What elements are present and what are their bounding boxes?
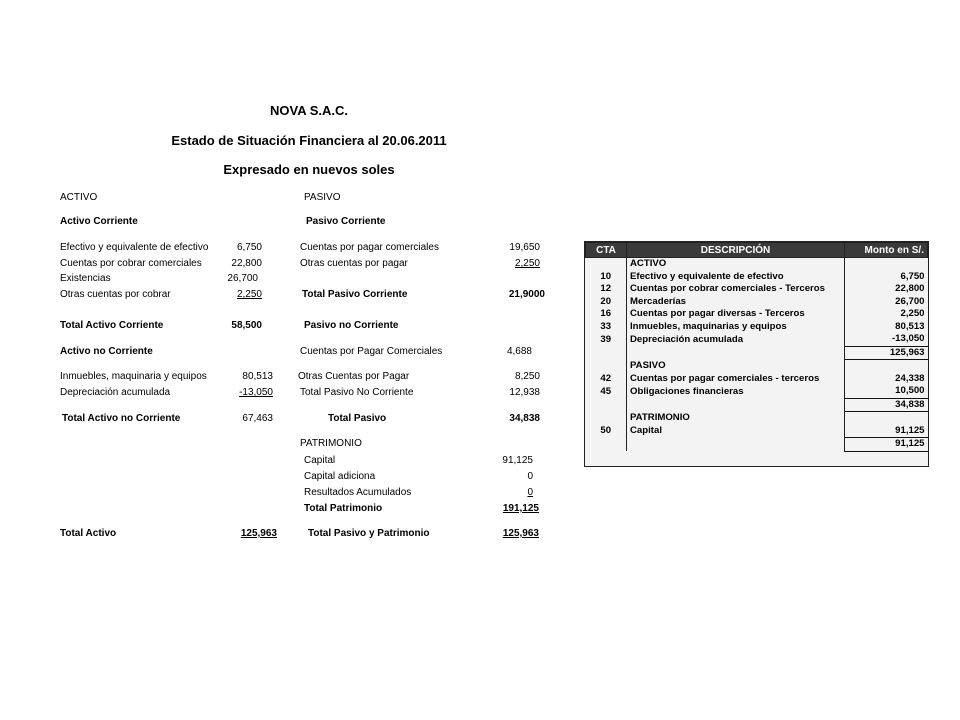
scan-pasivo-heading: PASIVO <box>627 360 845 373</box>
activo-item-label: Otras cuentas por cobrar <box>60 289 171 300</box>
patrimonio-item-label: Capital adiciona <box>304 471 376 482</box>
patrimonio-item-value: 91,125 <box>502 455 533 466</box>
activo-item-value: 22,800 <box>231 258 262 269</box>
col-header-monto: Monto en S/. <box>845 243 928 258</box>
table-row: 39 Depreciación acumulada -13,050 <box>586 333 928 346</box>
total-activo-no-corriente-value: 67,463 <box>242 413 273 424</box>
total-pasivo-corriente-label: Total Pasivo Corriente <box>302 289 408 300</box>
pasivo-nc-item-label: Cuentas por Pagar Comerciales <box>300 346 443 357</box>
patrimonio-heading: PATRIMONIO <box>300 438 362 449</box>
pasivo-item-value: 2,250 <box>514 258 540 269</box>
patrimonio-item-label: Capital <box>304 455 336 466</box>
col-header-descripcion: DESCRIPCIÓN <box>627 243 845 258</box>
patrimonio-item-value: 0 <box>527 471 533 482</box>
table-row: 16 Cuentas por pagar diversas - Terceros 2,250 <box>586 308 928 321</box>
total-pasivo-label: Total Pasivo <box>328 413 387 424</box>
company-title: NOVA S.A.C. <box>269 103 348 118</box>
total-activo-value: 125,963 <box>240 528 277 539</box>
patrimonio-item-value: 0 <box>527 487 533 498</box>
total-activo-label: Total Activo <box>60 528 117 539</box>
scan-patrimonio-total: 91,125 <box>845 438 928 452</box>
total-patrimonio-value: 191,125 <box>502 503 539 514</box>
activo-item-value: 26,700 <box>227 273 258 284</box>
pasivo-nc-item-value: 12,938 <box>509 387 540 398</box>
total-activo-corriente-value: 58,500 <box>231 320 262 331</box>
total-pasivo-corriente-value: 21,9000 <box>508 289 545 300</box>
pasivo-nc-item-value: 4,688 <box>506 346 532 357</box>
pasivo-item-value: 19,650 <box>509 242 540 253</box>
patrimonio-item-label: Resultados Acumulados <box>304 487 412 498</box>
pasivo-nc-item-label: Total Pasivo No Corriente <box>300 387 414 398</box>
pasivo-item-label: Cuentas por pagar comerciales <box>300 242 439 253</box>
scan-activo-total: 125,963 <box>845 346 928 360</box>
total-activo-no-corriente-label: Total Activo no Corriente <box>62 413 181 424</box>
total-pasivo-patrimonio-label: Total Pasivo y Patrimonio <box>308 528 430 539</box>
scan-pasivo-total: 34,838 <box>845 398 928 412</box>
table-row: 20 Mercaderías 26,700 <box>586 296 928 309</box>
table-row: 45 Obligaciones financieras 10,500 <box>586 385 928 398</box>
currency-subtitle: Expresado en nuevos soles <box>223 162 395 177</box>
activo-nc-item-label: Depreciación acumulada <box>60 387 171 398</box>
total-activo-corriente-label: Total Activo Corriente <box>60 320 164 331</box>
activo-nc-item-value: 80,513 <box>242 371 273 382</box>
activo-nc-item-value: -13,050 <box>239 387 273 398</box>
table-row: 12 Cuentas por cobrar comerciales - Terceros 22,800 <box>586 283 928 296</box>
table-row: 33 Inmuebles, maquinarias y equipos 80,513 <box>586 321 928 334</box>
activo-item-value: 2,250 <box>236 289 262 300</box>
table-row: 42 Cuentas por pagar comerciales - terceros 24,338 <box>586 373 928 386</box>
pasivo-heading: PASIVO <box>304 192 341 203</box>
scan-activo-heading: ACTIVO <box>627 258 845 271</box>
scan-patrimonio-heading: PATRIMONIO <box>627 412 845 425</box>
activo-item-label: Existencias <box>60 273 111 284</box>
pasivo-nc-item-label: Otras Cuentas por Pagar <box>298 371 410 382</box>
pasivo-item-label: Otras cuentas por pagar <box>300 258 408 269</box>
pasivo-nc-item-value: 8,250 <box>514 371 540 382</box>
pasivo-corriente-heading: Pasivo Corriente <box>306 216 386 227</box>
activo-item-label: Efectivo y equivalente de efectivo <box>60 242 209 253</box>
total-pasivo-patrimonio-value: 125,963 <box>502 528 539 539</box>
activo-nc-item-label: Inmuebles, maquinaria y equipos <box>60 371 207 382</box>
pasivo-no-corriente-heading: Pasivo no Corriente <box>304 320 399 331</box>
total-pasivo-value: 34,838 <box>509 413 540 424</box>
col-header-cta: CTA <box>586 243 627 258</box>
activo-corriente-heading: Activo Corriente <box>60 216 138 227</box>
activo-no-corriente-heading: Activo no Corriente <box>60 346 153 357</box>
activo-heading: ACTIVO <box>60 192 98 203</box>
scanned-account-table <box>584 241 929 467</box>
table-row: 10 Efectivo y equivalente de efectivo 6,750 <box>586 271 928 284</box>
activo-item-label: Cuentas por cobrar comerciales <box>60 258 202 269</box>
table-row: 50 Capital 91,125 <box>586 425 928 438</box>
statement-title: Estado de Situación Financiera al 20.06.2011 <box>171 133 447 148</box>
activo-item-value: 6,750 <box>236 242 262 253</box>
total-patrimonio-label: Total Patrimonio <box>304 503 383 514</box>
